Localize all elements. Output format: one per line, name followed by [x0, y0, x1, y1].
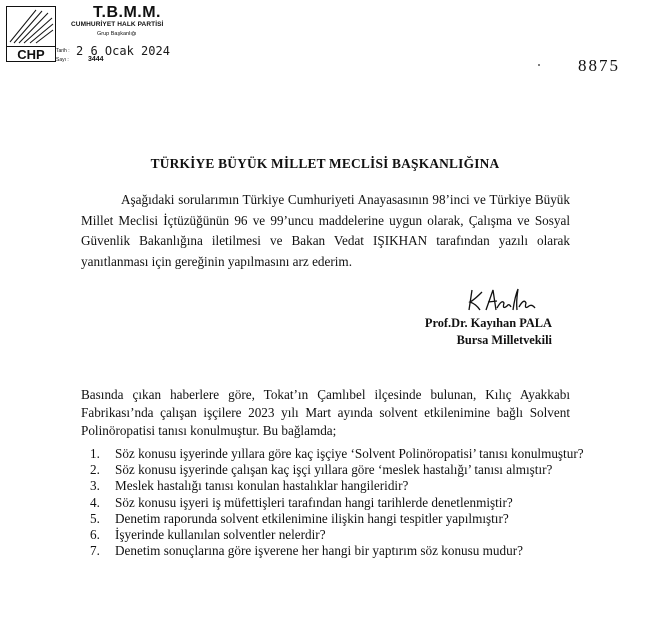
intro-paragraph: Aşağıdaki sorularımın Türkiye Cumhuriyeti Anayasasının 98’inci ve Türkiye Büyük Millet Meclisi İçtüzüğünün 96 ve 99’uncu maddelerine uygun olarak, Çalışma ve Sosyal Güvenlik Bakanlığına iletilmesi ve Bakan Vedat IŞIKHAN tarafından yazılı olarak yanıtlanması için gereğinin yapılmasını arz ederim.: [81, 192, 570, 269]
list-item: [90, 511, 590, 527]
chp-logo: [6, 6, 56, 62]
org-title: T.B.M.M.: [93, 4, 161, 21]
question-number: 6.: [90, 526, 100, 542]
list-item: [90, 462, 590, 478]
question-number: 2.: [90, 462, 100, 478]
signer-name: Prof.Dr. Kayıhan PALA: [424, 316, 552, 330]
question-text: Söz konusu işyeri iş müfettişleri tarafından hangi tarihlerde denetlenmiştir?: [115, 494, 513, 510]
body-paragraph: Basında çıkan haberlere göre, Tokat’ın Çamlıbel ilçesinde bulunan, Kılıç Ayakkabı Fabrikası’nda çalışan işçilere 2023 yılı Mart ayında solvent etkilenimine bağlı Solvent Polinöropatisi tanısı konulmuştur. Bu bağlamda;: [81, 387, 570, 438]
list-item: [90, 527, 590, 543]
handwritten-signature: [466, 286, 538, 319]
list-item: [90, 446, 590, 462]
question-text: İşyerinde kullanılan solventler nelerdir?: [115, 526, 326, 542]
list-item: [90, 543, 590, 559]
question-number: 7.: [90, 543, 100, 559]
list-item: [90, 478, 590, 494]
question-text: Denetim sonuçlarına göre işverene her hangi bir yaptırım söz konusu mudur?: [115, 543, 523, 559]
question-text: Söz konusu işyerinde çalışan kaç işçi yıllara göre ‘meslek hastalığı’ tanısı almıştır?: [115, 462, 553, 478]
question-text: Denetim raporunda solvent etkilenimine ilişkin hangi tespitler yapılmıştır?: [115, 510, 509, 526]
date-label: Tarih :: [56, 48, 70, 54]
speck: [538, 64, 540, 66]
question-text: Söz konusu işyerinde yıllara göre kaç işçiye ‘Solvent Polinöropatisi’ tanısı konulmuştur?: [115, 446, 584, 461]
question-number: 3.: [90, 478, 100, 494]
six-arrows-icon: [6, 6, 56, 62]
question-list: [90, 446, 590, 559]
signer-title: Bursa Milletvekili: [456, 333, 552, 347]
question-number: 4.: [90, 494, 100, 510]
question-number: 5.: [90, 510, 100, 526]
list-item: [90, 495, 590, 511]
document-heading: TÜRKİYE BÜYÜK MİLLET MECLİSİ BAŞKANLIĞINA: [150, 156, 500, 171]
number-label: Sayı :: [56, 57, 69, 63]
document-number: 8875: [578, 56, 620, 75]
svg-text:CHP: CHP: [17, 47, 45, 62]
question-text: Meslek hastalığı tanısı konulan hastalıklar hangileridir?: [115, 478, 409, 494]
stamp-date: 2 6 Ocak 2024: [76, 44, 170, 58]
question-number: 1.: [90, 446, 100, 461]
group-name: Grup Başkanlığı: [97, 31, 137, 37]
party-name: CUMHURİYET HALK PARTİSİ: [71, 21, 164, 28]
stamp-number: 3444: [88, 56, 104, 63]
